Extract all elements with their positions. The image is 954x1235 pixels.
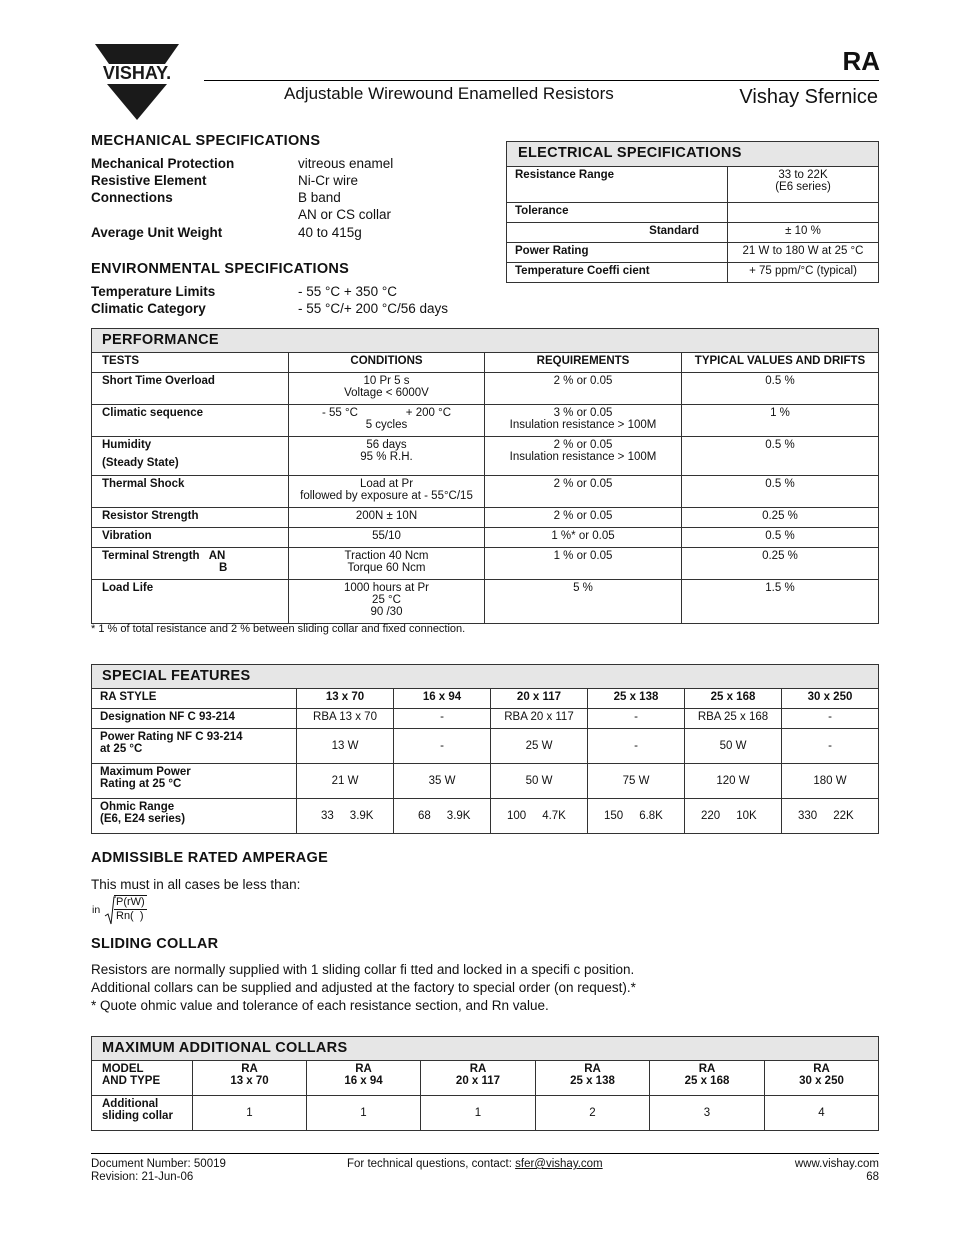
resistance-value: 33 to 22K (E6 series) [728,167,879,203]
company-name: Vishay Sfernice [739,86,878,108]
cell: 180 W [782,764,879,799]
tolerance-value [728,203,879,223]
row-label: Designation NF C 93-214 [92,709,297,729]
col-header: TYPICAL VALUES AND DRIFTS [682,353,879,373]
test-conditions: 56 days 95 % R.H. [289,437,485,476]
environmental-title: ENVIRONMENTAL SPECIFICATIONS [91,261,350,277]
model-label: MODEL AND TYPE [92,1061,193,1096]
test-conditions: 10 Pr 5 s Voltage < 6000V [289,373,485,405]
col-header: CONDITIONS [289,353,485,373]
row-label: Additional sliding collar [92,1096,193,1131]
standard-label: Standard [507,223,728,243]
cell: RBA 13 x 70 [297,709,394,729]
model-header: RA 30 x 250 [765,1061,879,1096]
test-typical: 0.5 % [682,528,879,548]
test-typical: 0.5 % [682,476,879,508]
cell: 2 [536,1096,650,1131]
ohmic-range: 330 22K [782,799,879,834]
cell: 1 [421,1096,536,1131]
vishay-logo [91,44,183,120]
special-features-table [91,664,879,834]
performance-table [91,328,879,624]
table-row [92,729,879,764]
standard-value: ± 10 % [728,223,879,243]
table-row [92,476,879,508]
style-label: RA STYLE [92,689,297,709]
spec-value: Ni-Cr wire [298,173,358,188]
cell: 50 W [685,729,782,764]
style-header: 30 x 250 [782,689,879,709]
test-typical: 0.25 % [682,548,879,580]
table-row [92,1096,879,1131]
test-requirements: 2 % or 0.05 [485,508,682,528]
test-conditions: 1000 hours at Pr 25 °C 90 /30 [289,580,485,624]
cell: - [782,729,879,764]
test-typical: 0.5 % [682,437,879,476]
amperage-formula [92,894,172,928]
col-header: REQUIREMENTS [485,353,682,373]
spec-value: 40 to 415g [298,225,362,240]
contact-text: For technical questions, contact: [347,1158,516,1170]
footer-doc-info [91,1158,226,1184]
ohmic-range: 68 3.9K [394,799,491,834]
test-requirements: 2 % or 0.05 [485,373,682,405]
style-header: 25 x 168 [685,689,782,709]
model-header: RA 13 x 70 [193,1061,307,1096]
cell: RBA 20 x 117 [491,709,588,729]
mechanical-title: MECHANICAL SPECIFICATIONS [91,133,321,149]
product-code: RA [842,46,880,76]
spec-value: AN or CS collar [298,207,392,222]
spec-label [91,207,298,225]
amperage-text: This must in all cases be less than: [91,877,301,892]
mechanical-specs [91,156,491,242]
table-row [92,548,879,580]
test-name: Load Life [92,580,289,624]
power-label: Power Rating [507,243,728,263]
cell: 35 W [394,764,491,799]
test-name: Humidity (Steady State) [92,437,289,476]
row-label: Maximum Power Rating at 25 °C [92,764,297,799]
cell: 1 [193,1096,307,1131]
spec-label: Resistive Element [91,173,207,188]
table-row [92,405,879,437]
test-requirements: 5 % [485,580,682,624]
table-row [92,709,879,729]
power-value: 21 W to 180 W at 25 °C [728,243,879,263]
row-label: Power Rating NF C 93-214 at 25 °C [92,729,297,764]
cell: 21 W [297,764,394,799]
test-conditions: Load at Pr followed by exposure at - 55°C/15 [289,476,485,508]
sliding-line: Resistors are normally supplied with 1 sliding collar fi tted and locked in a specifi c position. [91,962,635,977]
cell: 50 W [491,764,588,799]
page-number: 68 [866,1171,879,1183]
table-row [92,528,879,548]
cell: 75 W [588,764,685,799]
spec-label: Temperature Limits [91,284,216,299]
tolerance-label: Tolerance [507,203,728,223]
ohmic-range: 220 10K [685,799,782,834]
spec-value: - 55 °C + 350 °C [298,284,397,299]
doc-number: Document Number: 50019 [91,1158,226,1170]
cell: - [588,709,685,729]
spec-value: - 55 °C/+ 200 °C/56 days [298,301,449,316]
test-name: Thermal Shock [92,476,289,508]
cell: RBA 25 x 168 [685,709,782,729]
environmental-specs [91,284,491,318]
footer-contact [347,1158,603,1171]
model-header: RA 16 x 94 [307,1061,421,1096]
cell: 4 [765,1096,879,1131]
electrical-table [506,141,879,283]
formula-prefix: in [92,904,101,916]
ohmic-range: 150 6.8K [588,799,685,834]
footer-rule [91,1153,879,1154]
model-header: RA 25 x 138 [536,1061,650,1096]
product-subtitle: Adjustable Wirewound Enamelled Resistors [284,84,614,103]
model-header: RA 20 x 117 [421,1061,536,1096]
test-typical: 0.25 % [682,508,879,528]
contact-email-link[interactable]: sfer@vishay.com [515,1158,603,1170]
electrical-title: ELECTRICAL SPECIFICATIONS [507,142,879,167]
ohmic-range: 100 4.7K [491,799,588,834]
formula-denominator: Rn( ) [116,910,144,922]
table-row [92,764,879,799]
cell: - [394,729,491,764]
table-row [92,508,879,528]
revision: Revision: 21-Jun-06 [91,1171,194,1183]
special-title: SPECIAL FEATURES [92,665,879,689]
performance-title: PERFORMANCE [92,329,879,353]
table-row [92,437,879,476]
col-header: TESTS [92,353,289,373]
spec-label: Average Unit Weight [91,225,223,240]
resistance-label: Resistance Range [507,167,728,203]
header-rule [204,80,879,81]
cell: 25 W [491,729,588,764]
formula-numerator: P(rW) [116,896,145,908]
cell: 120 W [685,764,782,799]
test-requirements: 3 % or 0.05 Insulation resistance > 100M [485,405,682,437]
tc-value: + 75 ppm/°C (typical) [728,263,879,283]
spec-label: Mechanical Protection [91,156,235,171]
model-header: RA 25 x 168 [650,1061,765,1096]
table-row [92,373,879,405]
ohmic-range: 33 3.9K [297,799,394,834]
cell: 3 [650,1096,765,1131]
cell: 1 [307,1096,421,1131]
test-typical: 1 % [682,405,879,437]
performance-footnote: * 1 % of total resistance and 2 % between sliding collar and fixed connection. [91,623,466,635]
test-requirements: 1 % or 0.05 [485,548,682,580]
website-link[interactable]: www.vishay.com [794,1158,879,1170]
sliding-line: * Quote ohmic value and tolerance of each resistance section, and Rn value. [91,998,549,1013]
tc-label: Temperature Coeffi cient [507,263,728,283]
row-label: Ohmic Range (E6, E24 series) [92,799,297,834]
sliding-text [91,961,791,1015]
amperage-title: ADMISSIBLE RATED AMPERAGE [91,850,329,866]
spec-label: Connections [91,190,173,205]
collars-title: MAXIMUM ADDITIONAL COLLARS [92,1037,879,1061]
table-row [92,580,879,624]
cell: 13 W [297,729,394,764]
test-name: Terminal Strength AN B [92,548,289,580]
test-name: Vibration [92,528,289,548]
test-requirements: 2 % or 0.05 [485,476,682,508]
test-name: Short Time Overload [92,373,289,405]
spec-label: Climatic Category [91,301,206,316]
style-header: 25 x 138 [588,689,685,709]
test-conditions: - 55 °C + 200 °C 5 cycles [289,405,485,437]
table-row [92,799,879,834]
logo-text: VISHAY. [102,63,172,83]
cell: - [782,709,879,729]
test-requirements: 1 %* or 0.05 [485,528,682,548]
test-name: Resistor Strength [92,508,289,528]
test-conditions: Traction 40 Ncm Torque 60 Ncm [289,548,485,580]
test-typical: 1.5 % [682,580,879,624]
spec-value: B band [298,190,341,205]
test-conditions: 55/10 [289,528,485,548]
test-name: Climatic sequence [92,405,289,437]
test-typical: 0.5 % [682,373,879,405]
spec-value: vitreous enamel [298,156,394,171]
cell: - [588,729,685,764]
sliding-title: SLIDING COLLAR [91,936,219,952]
style-header: 16 x 94 [394,689,491,709]
test-conditions: 200N ± 10N [289,508,485,528]
collars-table [91,1036,879,1131]
style-header: 13 x 70 [297,689,394,709]
style-header: 20 x 117 [491,689,588,709]
footer-right [795,1158,879,1184]
cell: - [394,709,491,729]
test-requirements: 2 % or 0.05 Insulation resistance > 100M [485,437,682,476]
sliding-line: Additional collars can be supplied and adjusted at the factory to special order (on request).* [91,980,636,995]
